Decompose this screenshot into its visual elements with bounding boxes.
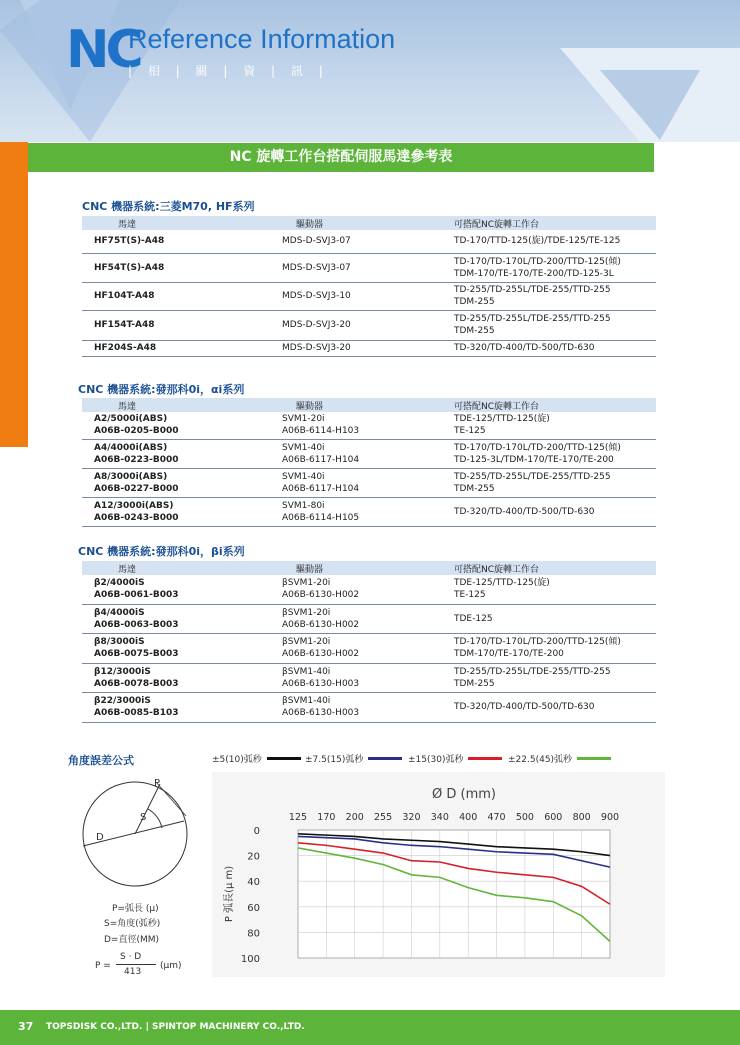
table-row [82, 663, 656, 692]
motor-cell [82, 497, 282, 526]
table-cell-line: TE-125 [454, 426, 486, 437]
table-cell [454, 412, 656, 439]
motor-cell [82, 604, 282, 633]
driver-cell-line: βSVM1-40i [282, 696, 331, 706]
table-row [82, 310, 656, 340]
motor-cell-line: A06B-0061-B003 [94, 590, 179, 601]
motor-cell-line: β4/4000iS [94, 607, 145, 618]
section-title: CNC 機器系統:三菱M70, HF系列 [82, 200, 255, 213]
motor-cell [82, 468, 282, 497]
reference-table [82, 216, 656, 357]
motor-cell-line: HF204S-A48 [94, 343, 157, 353]
chart-panel [212, 772, 665, 977]
table-cell [454, 310, 656, 340]
x-tick-label: 200 [345, 812, 364, 823]
driver-cell-line: SVM1-40i [282, 471, 325, 482]
legend-swatch [267, 757, 301, 760]
fraction-bar [116, 964, 156, 965]
motor-cell-line: HF104T-A48 [94, 291, 155, 301]
table-cell-line: TD-320/TD-400/TD-500/TD-630 [454, 343, 595, 353]
table-cell-line: TD-170/TD-170L/TD-200/TTD-125(傾) [454, 442, 621, 453]
table-cell-line: TD-320/TD-400/TD-500/TD-630 [454, 702, 595, 712]
driver-cell [282, 412, 454, 439]
header-driver: 驅動器 [282, 216, 454, 230]
table-cell [454, 692, 656, 722]
legend-swatch [468, 757, 502, 760]
x-tick-label: 400 [459, 812, 478, 823]
driver-cell-line: A06B-6130-H003 [282, 708, 360, 718]
table-cell [454, 439, 656, 468]
motor-cell-line: A06B-0243-B000 [94, 512, 179, 523]
driver-cell-line: βSVM1-40i [282, 666, 331, 677]
table-row [82, 412, 656, 439]
motor-cell [82, 439, 282, 468]
table-row [82, 692, 656, 722]
table-header-row [82, 561, 656, 575]
driver-cell-line: A06B-6114-H103 [282, 426, 360, 437]
table-cell-line: TDE-125 [454, 613, 493, 624]
motor-cell-line: HF54T(S)-A48 [94, 262, 165, 273]
driver-cell [282, 604, 454, 633]
formula-def-p: P=弧長 (μ) [112, 904, 159, 914]
table-cell [454, 663, 656, 692]
formula-unit: (μm) [160, 961, 182, 971]
driver-cell-line: βSVM1-20i [282, 637, 331, 647]
legend-swatch [368, 757, 402, 760]
y-tick-label: 40 [247, 877, 260, 889]
driver-cell-line: MDS-D-SVJ3-07 [282, 236, 351, 247]
header-title: Reference Information [128, 24, 396, 54]
legend-item [408, 752, 502, 765]
table-cell [454, 253, 656, 282]
formula-title: 角度誤差公式 [68, 754, 134, 767]
motor-cell-line: β2/4000iS [94, 578, 145, 589]
motor-cell-line: A8/3000i(ABS) [94, 471, 168, 482]
driver-cell-line: βSVM1-20i [282, 578, 331, 589]
driver-cell-line: A06B-6130-H003 [282, 678, 360, 689]
header-table: 可搭配NC旋轉工作台 [454, 216, 656, 230]
table-cell-line: TDM-255 [454, 326, 495, 336]
y-axis-label: P 弧長(μ m) [224, 865, 235, 923]
section-title: CNC 機器系統:發那科0i，βi系列 [78, 545, 245, 558]
table-cell-line: TDM-255 [454, 678, 495, 689]
x-tick-label: 600 [544, 812, 563, 823]
y-tick-label: 60 [247, 902, 260, 914]
table-header-row [82, 398, 656, 412]
driver-cell-line: SVM1-80i [282, 500, 325, 511]
table-cell-line: TDM-255 [454, 483, 495, 494]
page-number: 37 [18, 1020, 34, 1033]
driver-cell-line: MDS-D-SVJ3-07 [282, 262, 351, 273]
legend-label: ±7.5(15)弧秒 [305, 755, 364, 765]
driver-cell-line: A06B-6130-H002 [282, 590, 360, 601]
motor-cell [82, 230, 282, 253]
table-header-row [82, 216, 656, 230]
legend-label: ±15(30)弧秒 [408, 755, 464, 765]
driver-cell [282, 633, 454, 663]
motor-cell [82, 282, 282, 310]
x-tick-label: 800 [572, 812, 591, 823]
table-cell-line: TDE-125/TTD-125(旋) [454, 578, 550, 589]
motor-cell-line: A06B-0078-B003 [94, 678, 179, 689]
formula-eq-prefix: P = [95, 961, 111, 971]
table-cell-line: TDM-170/TE-170/TE-200/TD-125-3L [454, 268, 614, 279]
table-cell-line: TDE-125/TTD-125(旋) [454, 414, 550, 425]
header-table: 可搭配NC旋轉工作台 [454, 561, 656, 575]
x-tick-label: 470 [487, 812, 506, 823]
table-cell-line: TDM-170/TE-170/TE-200 [454, 649, 564, 659]
table-cell-line: TD-170/TTD-125(旋)/TDE-125/TE-125 [454, 236, 621, 247]
motor-cell-line: A06B-0223-B000 [94, 454, 179, 465]
motor-cell-line: A4/4000i(ABS) [94, 442, 168, 453]
table-cell-line: TD-255/TD-255L/TDE-255/TTD-255 [454, 285, 611, 295]
table-cell-line: TD-255/TD-255L/TDE-255/TTD-255 [454, 314, 611, 324]
motor-cell-line: A06B-0063-B003 [94, 619, 179, 630]
motor-cell-line: β12/3000iS [94, 666, 151, 677]
table-cell [454, 604, 656, 633]
driver-cell-line: A06B-6114-H105 [282, 512, 360, 523]
legend-label: ±5(10)弧秒 [212, 755, 262, 765]
header-motor: 馬達 [82, 561, 282, 575]
reference-table [82, 398, 656, 527]
footer-company: TOPSDISK CO.,LTD. | SPINTOP MACHINERY CO.,LTD. [46, 1022, 305, 1032]
motor-cell [82, 663, 282, 692]
legend-item [212, 752, 301, 765]
header-table: 可搭配NC旋轉工作台 [454, 398, 656, 412]
driver-cell [282, 282, 454, 310]
motor-cell [82, 253, 282, 282]
header-driver: 驅動器 [282, 398, 454, 412]
table-row [82, 604, 656, 633]
header-subtitle: | 相 | 關 | 資 | 訊 | [128, 64, 329, 78]
x-tick-label: 255 [374, 812, 393, 823]
motor-cell-line: A2/5000i(ABS) [94, 414, 168, 425]
header-driver: 驅動器 [282, 561, 454, 575]
x-tick-label: 125 [288, 812, 308, 823]
driver-cell [282, 230, 454, 253]
legend-label: ±22.5(45)弧秒 [508, 755, 573, 765]
table-cell-line: TE-125 [454, 590, 486, 601]
table-row [82, 340, 656, 356]
page-banner: NC 旋轉工作台搭配伺服馬達參考表 [28, 143, 654, 172]
x-tick-label: 500 [515, 812, 534, 823]
chart-title: Ø D (mm) [432, 787, 496, 802]
y-tick-label: 100 [240, 954, 260, 965]
driver-cell-line: A06B-6117-H104 [282, 483, 360, 494]
motor-cell-line: HF75T(S)-A48 [94, 236, 165, 247]
motor-cell-line: A12/3000i(ABS) [94, 500, 174, 511]
x-tick-label: 900 [600, 812, 620, 823]
circle-diagram [78, 776, 193, 896]
driver-cell [282, 497, 454, 526]
driver-cell [282, 439, 454, 468]
table-cell [454, 497, 656, 526]
table-cell-line: TD-170/TD-170L/TD-200/TTD-125(傾) [454, 256, 621, 267]
table-row [82, 575, 656, 604]
section-title: CNC 機器系統:發那科0i，αi系列 [78, 383, 245, 396]
formula-denominator: 413 [124, 967, 142, 977]
y-tick-label: 80 [247, 928, 260, 940]
table-row [82, 282, 656, 310]
plot-area [298, 830, 610, 958]
legend-item [508, 752, 611, 765]
motor-cell [82, 575, 282, 604]
driver-cell-line: SVM1-40i [282, 442, 325, 453]
driver-cell-line: A06B-6117-H104 [282, 454, 360, 465]
label-p: P [154, 778, 161, 789]
driver-cell [282, 663, 454, 692]
motor-cell [82, 310, 282, 340]
x-tick-label: 170 [317, 812, 336, 823]
y-tick-label: 0 [253, 826, 260, 837]
motor-cell-line: HF154T-A48 [94, 320, 155, 330]
motor-cell [82, 692, 282, 722]
driver-cell-line: A06B-6130-H002 [282, 619, 360, 630]
side-accent-bar [0, 142, 28, 447]
table-cell [454, 340, 656, 356]
driver-cell-line: MDS-D-SVJ3-10 [282, 291, 351, 301]
table-row [82, 633, 656, 663]
table-cell [454, 230, 656, 253]
formula-def-s: S=角度(弧秒) [104, 919, 161, 929]
header [0, 0, 740, 142]
y-tick-label: 20 [247, 851, 260, 863]
nc-logo: NC [66, 20, 140, 80]
footer [0, 1010, 740, 1045]
table-cell [454, 468, 656, 497]
driver-cell-line: A06B-6130-H002 [282, 649, 360, 659]
motor-cell [82, 633, 282, 663]
table-row [82, 253, 656, 282]
formula-def-d: D=直徑(MM) [104, 935, 160, 945]
driver-cell-line: MDS-D-SVJ3-20 [282, 343, 351, 353]
table-cell-line: TD-170/TD-170L/TD-200/TTD-125(傾) [454, 637, 621, 647]
table-cell-line: TD-255/TD-255L/TDE-255/TTD-255 [454, 471, 611, 482]
driver-cell [282, 575, 454, 604]
x-tick-label: 340 [430, 812, 449, 823]
motor-cell-line: A06B-0227-B000 [94, 483, 179, 494]
driver-cell [282, 340, 454, 356]
driver-cell [282, 468, 454, 497]
table-cell-line: TD-320/TD-400/TD-500/TD-630 [454, 506, 595, 517]
motor-cell-line: A06B-0085-B103 [94, 708, 179, 718]
driver-cell-line: βSVM1-20i [282, 607, 331, 618]
driver-cell [282, 253, 454, 282]
table-row [82, 497, 656, 526]
table-cell [454, 575, 656, 604]
legend-swatch [577, 757, 611, 760]
motor-cell-line: A06B-0205-B000 [94, 426, 179, 437]
table-row [82, 439, 656, 468]
motor-cell [82, 412, 282, 439]
x-tick-label: 320 [402, 812, 421, 823]
reference-table [82, 561, 656, 723]
table-cell-line: TD-255/TD-255L/TDE-255/TTD-255 [454, 666, 611, 677]
formula-numerator: S · D [120, 952, 142, 962]
legend-item [305, 752, 402, 765]
motor-cell-line: β22/3000iS [94, 696, 151, 706]
table-cell-line: TDM-255 [454, 297, 495, 307]
header-motor: 馬達 [82, 398, 282, 412]
motor-cell-line: β8/3000iS [94, 637, 145, 647]
label-d: D [96, 832, 104, 843]
driver-cell [282, 692, 454, 722]
table-cell [454, 282, 656, 310]
motor-cell [82, 340, 282, 356]
table-row [82, 468, 656, 497]
driver-cell-line: SVM1-20i [282, 414, 325, 425]
table-cell [454, 633, 656, 663]
driver-cell-line: MDS-D-SVJ3-20 [282, 320, 351, 330]
driver-cell [282, 310, 454, 340]
motor-cell-line: A06B-0075-B003 [94, 649, 179, 659]
table-cell-line: TD-125-3L/TDM-170/TE-170/TE-200 [454, 454, 614, 465]
header-motor: 馬達 [82, 216, 282, 230]
label-s: S [140, 812, 147, 823]
table-row [82, 230, 656, 253]
error-chart [212, 772, 665, 977]
